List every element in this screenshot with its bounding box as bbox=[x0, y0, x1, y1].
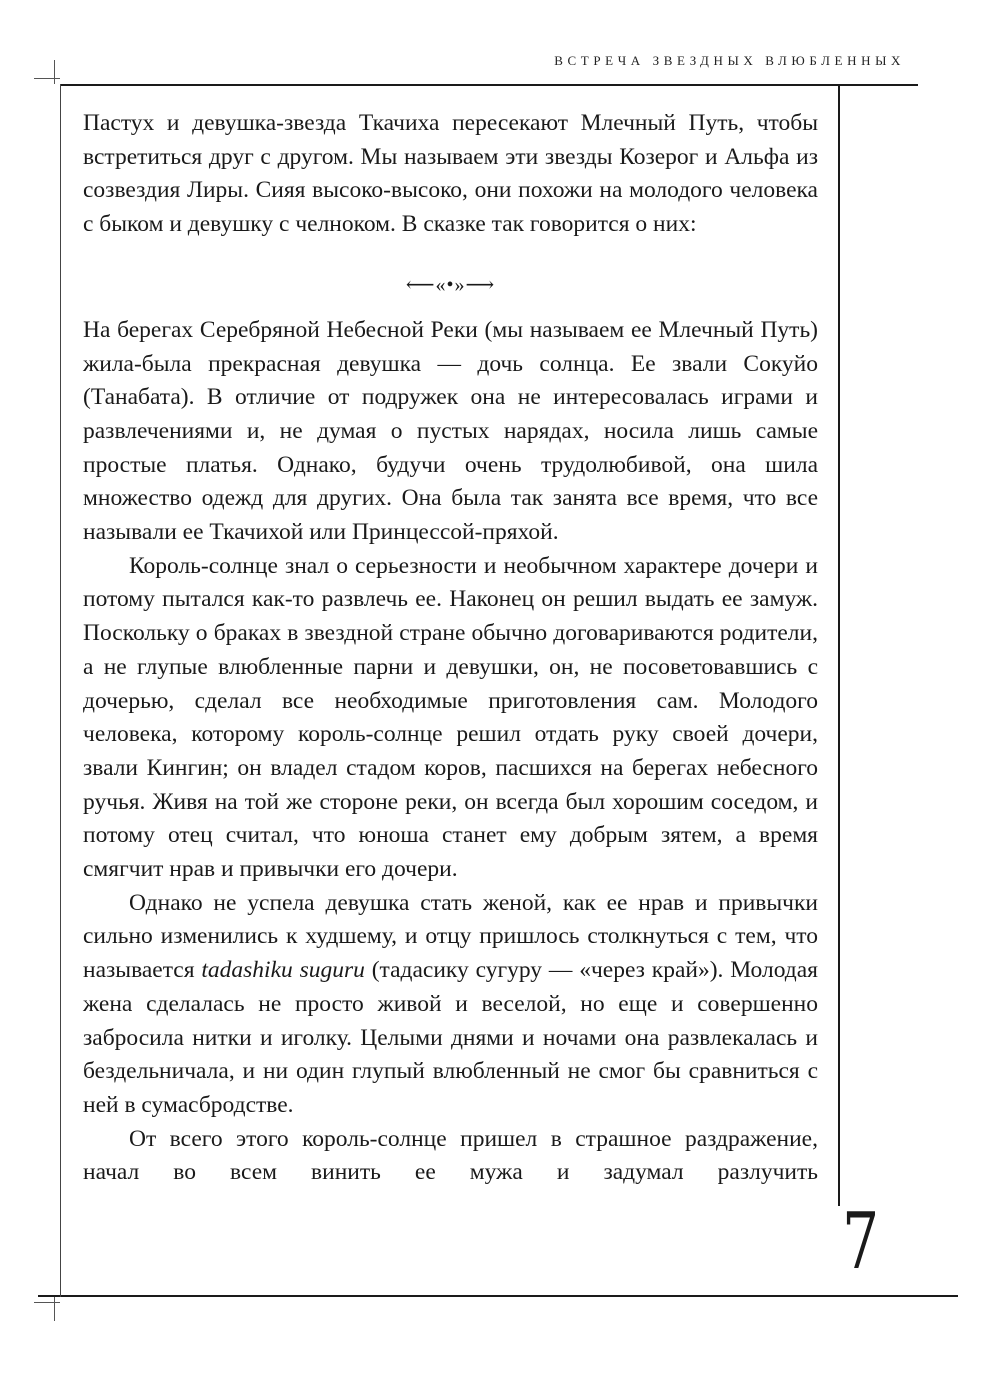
crop-mark-bottom-horizontal bbox=[34, 1302, 60, 1303]
japanese-phrase: tadashiku suguru bbox=[201, 957, 365, 984]
story-paragraph-4: От всего этого король-солнце пришел в страшное раздражение, начал во всем винить ее мужа и задумал разлучить bbox=[83, 1125, 818, 1186]
story-paragraph-2: Король-солнце знал о серьезности и необычном характере дочери и потому пытался как-то развлечь ее. Наконец он решил выдать ее замуж. Поскольку о браках в звездной стране обычно договариваются родители, а не глупые влюбленные парни и девушки, он, не посоветовавшись с дочерью, сделал все необходимые приготовления сам. Молодого человека, которому король-солнце решил отдать руку своей дочери, звали Кингин; он владел стадом коров, пасшихся на берегах небесного ручья. Живя на той же стороне реки, он всегда был хорошим соседом, и потому отец считал, что юноша станет ему добрым зятем, а время смягчит нрав и привычки его дочери. bbox=[83, 552, 818, 883]
header-rule bbox=[60, 84, 918, 86]
crop-mark-top-vertical bbox=[54, 60, 55, 84]
paragraph-3-text-end: (тадасику сугуру — «через край»). Молодая жена сделалась не просто живой и веселой, но еще и совершенно забросила нитки и иголку. Целыми днями и ночами она развлекалась и бездельничала, и ни один глупый влюбленный не смог бы сравниться с ней в сумасбродстве. bbox=[83, 957, 818, 1118]
running-header: ВСТРЕЧА ЗВЕЗДНЫХ ВЛЮБЛЕННЫХ bbox=[554, 53, 905, 68]
right-margin-rule bbox=[838, 86, 840, 1206]
crop-mark-bottom-vertical bbox=[54, 1297, 55, 1321]
section-separator: ⟵«•»⟶ bbox=[405, 273, 496, 296]
intro-paragraph: Пастух и девушка-звезда Ткачиха пересекают Млечный Путь, чтобы встретиться друг с другом. Мы называем эти звезды Козерог и Альфа из созвездия Лиры. Сияя высоко-высоко, они похожи на молодого человека с быком и девушку с челноком. В сказке так говорится о них: bbox=[83, 110, 818, 238]
story-paragraph-3 bbox=[83, 887, 818, 1123]
story-paragraph-1: На берегах Серебряной Небесной Реки (мы называем ее Млечный Путь) жила-была прекрасная девушка — дочь солнца. Ее звали Сокуйо (Танабата). В отличие от подружек она не интересовалась играми и развлечениями и, не думая о пустых нарядах, носила лишь самые простые платья. Однако, будучи очень трудолюбивой, она шила множество одежд для других. Она была так занята все время, что все называли ее Ткачихой или Принцессой-пряхой. bbox=[83, 316, 818, 546]
page-number: 7 bbox=[842, 1197, 880, 1287]
footer-rule bbox=[38, 1295, 958, 1297]
crop-mark-top-horizontal bbox=[34, 78, 60, 79]
left-margin-rule bbox=[60, 84, 61, 1297]
paragraph-3-text-start: Однако не успела девушка стать женой, как ее нрав и привычки сильно изменились к худшему, и отцу пришлось столкнуться с тем, что называется bbox=[83, 889, 818, 984]
text-block bbox=[83, 107, 818, 1190]
